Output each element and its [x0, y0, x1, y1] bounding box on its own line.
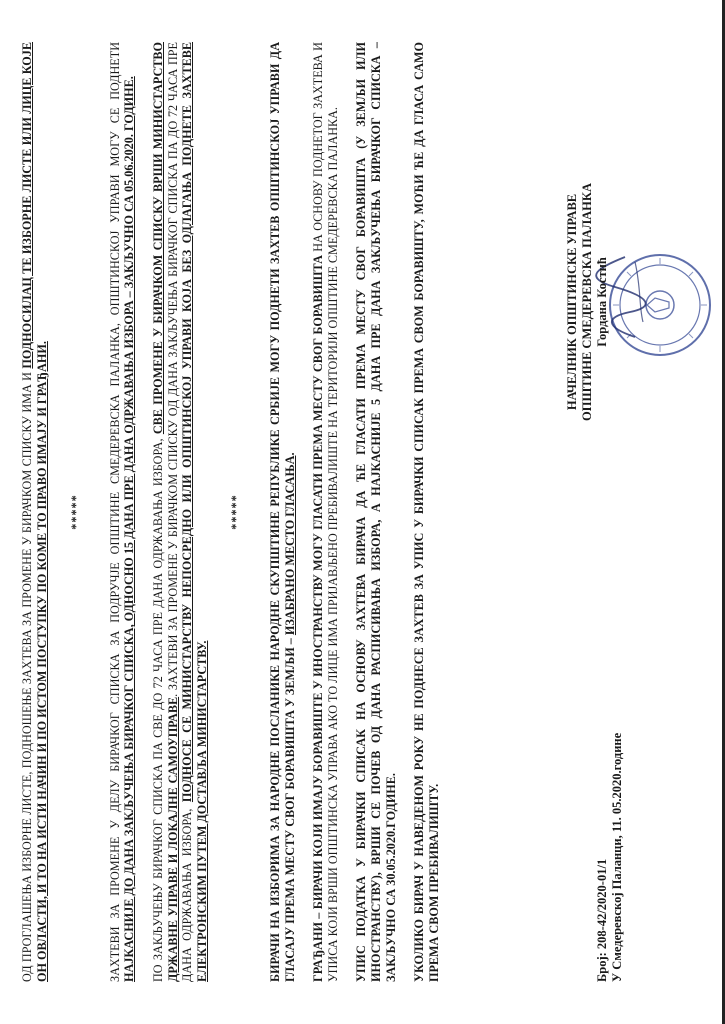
reference-block — [595, 733, 625, 982]
p1-underlined: ПОДНОСИЛАЦ ТЕ ИЗБОРНЕ ЛИСТЕ ИЛИ ЛИЦЕ КОЈЕ ОН ОВЛАСТИ, И ТО НА ИСТИ НАЧИН И ПО ИСТОМ ПОСТУПКУ ПО КОМЕ ТО ПРАВО ИМАЈУ И ГРАЂАНИ. — [20, 41, 49, 982]
p4-end: . — [282, 452, 297, 456]
paragraph-2 — [108, 42, 137, 982]
paragraph-6: УПИС ПОДАТКА У БИРАЧКИ СПИСАК НА ОСНОВУ ЗАХТЕВА БИРАЧА ДА ЋЕ ГЛАСАТИ ПРЕМА МЕСТУ СВОГ БОРАВИШТА (У ЗЕМЉИ ИЛИ ИНОСТРАНСТВУ), ВРШИ СЕ ПОЧЕВ ОД ДАНА РАСПИСИВАЊА ИЗБОРА, А НАЈКАСНИЈЕ 5 ДАНА ПРЕ ДАНА ЗАКЉУЧЕЊА БИРАЧКОГ СПИСКА – ЗАКЉУЧНО СА 30.05.2020.ГОДИНЕ. — [354, 42, 398, 982]
signatory-name: Гордана Костић — [595, 257, 609, 347]
paragraph-1 — [20, 42, 49, 982]
p4-underlined: ИЗАБРАНО МЕСТО ГЛАСАЊА — [282, 455, 297, 636]
p3-underlined-d: ПОДНОСЕ СЕ МИНИСТАРСТВУ НЕПОСРЕДНО ИЛИ ОПШТИНСКОЈ УПРАВИ КОЈА БЕЗ ОДЛАГАЊА ПОДНЕТЕ ЗАХТЕВЕ ЕЛЕКТРОНСКИМ ПУТЕМ ДОСТАВЉА МИНИСТАРСТВУ. — [180, 41, 209, 982]
p3-underlined-b: СВЕ ПРОМЕНЕ У БИРАЧКОМ СПИСКУ ВРШИ МИНИСТАРСТВО ДРЖАВНЕ УПРАВЕ И ЛОКАЛНЕ САМОУПРАВЕ — [150, 41, 180, 982]
p3-text-a: ПО ЗАКЉУЧЕЊУ БИРАЧКОГ СПИСКА ПА СВЕ ДО 72 ЧАСА ПРЕ ДАНА ОДРЖАВАЊА ИЗБОРА, — [150, 434, 165, 982]
paragraph-5 — [311, 42, 340, 982]
signatory-title-1: НАЧЕЛНИК ОПШТИНСКЕ УПРАВЕ — [565, 193, 579, 411]
document-footer — [565, 42, 715, 982]
separator-stars-2: ***** — [229, 494, 244, 530]
p3-text-c: . ЗАХТЕВИ ЗА ПРОМЕНЕ У БИРАЧКОМ СПИСКУ ОД ДАНА ЗАКЉУЧЕЊА БИРАЧКОГ СПИСКА ПА ДО 72 ЧАСА ПРЕ ДАНА ОДРЖАВАЊА ИЗБОРА, — [165, 42, 195, 982]
p5-text: НА ОСНОВУ ПОДНЕТОГ ЗАХТЕВА И УПИСА КОЈИ ВРШИ ОПШТИНСКА УПРАВА АКО ТО ЛИЦЕ ИМА ПРИЈАВЉЕНО ПРЕБИВАЛИШТЕ НА ТЕРИТОРИЈИ ОПШТИНЕ СМЕДЕРЕВСКА ПАЛАНКА. — [311, 42, 340, 982]
signatory-title-2: ОПШТИНЕ СМЕДЕРЕВСКА ПАЛАНКА — [580, 183, 594, 421]
p2-text: ЗАХТЕВИ ЗА ПРОМЕНЕ У ДЕЛУ БИРАЧКОГ СПИСКА ЗА ПОДРУЧЈЕ ОПШТИНЕ СМЕДЕРЕВСКА ПАЛАНКА, ОПШТИНСКОЈ УПРАВИ МОГУ СЕ ПОДНЕТИ — [107, 42, 122, 982]
p2-underlined: НАЈКАСНИЈЕ ДО ДАНА ЗАКЉУЧЕЊА БИРАЧКОГ СПИСКА, ОДНОСНО 15 ДАНА ПРЕ ДАНА ОДРЖАВАЊА ИЗБОРА – ЗАКЉУЧНО СА 05.06.2020. ГОДИНЕ. — [122, 76, 137, 982]
p4-text: БИРАЧИ НА ИЗБОРИМА ЗА НАРОДНЕ ПОСЛАНИКЕ НАРОДНЕ СКУПШТИНЕ РЕПУБЛИКЕ СРБИЈЕ МОГУ ПОДНЕТИ ЗАХТЕВ ОПШТИНСКОЈ УПРАВИ ДА ГЛАСАЈУ ПРЕМА МЕСТУ СВОГ БОРАВИШТА У ЗЕМЉИ – — [267, 42, 297, 982]
separator-stars: ***** — [69, 494, 84, 530]
reference-number: Број: 208-42/2020-01/1 — [595, 858, 609, 982]
paragraph-3 — [151, 42, 209, 982]
paragraph-7: УКОЛИКО БИРАЧ У НАВЕДЕНОМ РОКУ НЕ ПОДНЕСЕ ЗАХТЕВ ЗА УПИС У БИРАЧКИ СПИСАК ПРЕМА СВОМ БОРАВИШТУ, МОЋИ ЋЕ ДА ГЛАСА САМО ПРЕМА СВОМ ПРЕБИВАЛИШТУ. — [412, 42, 441, 982]
p1-text: ОД ПРОГЛАШЕЊА ИЗБОРНЕ ЛИСТЕ, ПОДНОШЕЊЕ ЗАХТЕВА ЗА ПРОМЕНЕ У БИРАЧКОМ СПИСКУ ИМА И — [20, 368, 34, 982]
signature-block — [565, 182, 610, 422]
document-body — [20, 42, 455, 982]
p5-bold: ГРАЂАНИ – БИРАЧИ КОЈИ ИМАЈУ БОРАВИШТЕ У ИНОСТРАНСТВУ МОГУ ГЛАСАТИ ПРЕМА МЕСТУ СВОГ БОРАВИШТА — [311, 255, 326, 982]
paragraph-4 — [268, 42, 297, 982]
reference-place-date: У Смедеревској Паланци, 11. 05.2020.године — [610, 732, 624, 982]
